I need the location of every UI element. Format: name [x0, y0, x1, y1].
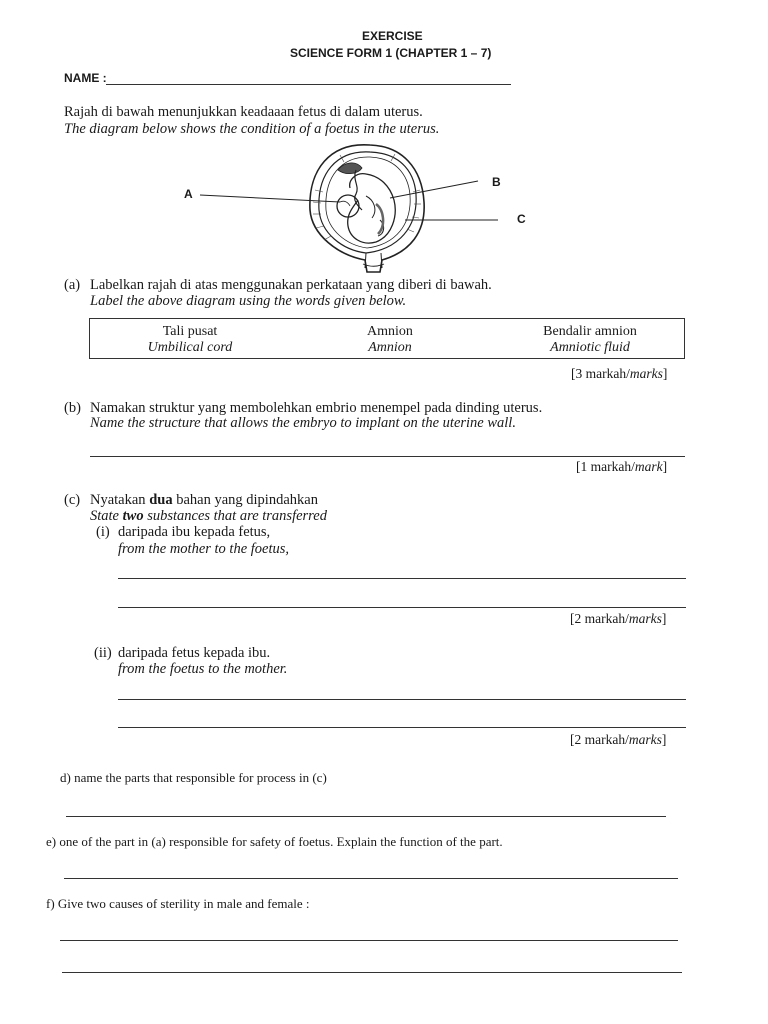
question-e-text: e) one of the part in (a) responsible for safety of foetus. Explain the function of the part.	[46, 834, 503, 849]
exercise-title: EXERCISE	[362, 29, 423, 43]
question-a-malay: Labelkan rajah di atas menggunakan perkataan yang diberi di bawah.	[90, 277, 492, 293]
question-c-i-number: (i)	[96, 524, 110, 540]
question-c-i-malay: daripada ibu kepada fetus,	[118, 524, 271, 540]
diagram-label-a: A	[184, 187, 193, 201]
intro-english: The diagram below shows the condition of a foetus in the uterus.	[64, 121, 440, 137]
diagram-label-b: B	[492, 175, 501, 189]
word-english: Umbilical cord	[147, 340, 233, 355]
question-c-i-answer-line-1[interactable]	[118, 578, 686, 579]
name-label: NAME :	[64, 71, 107, 85]
question-c-ii-marks: [2 markah/marks]	[570, 732, 667, 747]
question-c-ii-malay: daripada fetus kepada ibu.	[118, 645, 271, 661]
word-malay: Bendalir amnion	[543, 324, 637, 339]
word-english: Amnion	[368, 340, 412, 355]
question-d-text: d) name the parts that responsible for process in (c)	[60, 770, 327, 785]
question-b-malay: Namakan struktur yang membolehkan embrio menempel pada dinding uterus.	[90, 400, 543, 416]
question-c-i-marks: [2 markah/marks]	[570, 611, 667, 626]
question-c-ii-number: (ii)	[94, 645, 112, 661]
foetus-uterus-diagram	[180, 140, 540, 280]
question-c-ii-answer-line-1[interactable]	[118, 699, 686, 700]
word-bank-box	[89, 318, 685, 359]
question-a-number: (a)	[64, 277, 81, 293]
question-d-answer-line[interactable]	[66, 816, 666, 817]
question-f-answer-line-2[interactable]	[62, 972, 682, 973]
question-c-ii-english: from the foetus to the mother.	[118, 661, 288, 677]
question-c-i-english: from the mother to the foetus,	[118, 541, 290, 557]
question-c-malay: Nyatakan dua bahan yang dipindahkan	[90, 492, 318, 508]
question-c-i-answer-line-2[interactable]	[118, 607, 686, 608]
question-e-answer-line[interactable]	[64, 878, 678, 879]
name-answer-line[interactable]	[106, 84, 511, 85]
word-malay: Amnion	[367, 324, 413, 339]
question-c-ii-answer-line-2[interactable]	[118, 727, 686, 728]
word-item-amnion	[310, 324, 470, 356]
question-a-marks: [3 markah/marks]	[571, 366, 668, 381]
question-c-number: (c)	[64, 492, 81, 508]
word-item-umbilical-cord	[110, 324, 270, 356]
question-b-number: (b)	[64, 400, 81, 416]
question-b-english: Name the structure that allows the embryo to implant on the uterine wall.	[90, 415, 516, 431]
question-b-answer-line[interactable]	[90, 456, 685, 457]
question-f-answer-line-1[interactable]	[60, 940, 678, 941]
intro-malay: Rajah di bawah menunjukkan keadaaan fetus di dalam uterus.	[64, 104, 423, 120]
exercise-subtitle: SCIENCE FORM 1 (CHAPTER 1 – 7)	[290, 46, 492, 60]
question-c-english: State two substances that are transferred	[90, 508, 327, 524]
word-malay: Tali pusat	[162, 324, 218, 339]
word-item-amniotic-fluid	[510, 324, 670, 356]
word-english: Amniotic fluid	[550, 340, 630, 355]
question-a-english: Label the above diagram using the words given below.	[90, 293, 407, 309]
question-b-marks: [1 markah/mark]	[576, 459, 668, 474]
question-f-text: f) Give two causes of sterility in male and female :	[46, 896, 310, 911]
diagram-label-c: C	[517, 212, 526, 226]
